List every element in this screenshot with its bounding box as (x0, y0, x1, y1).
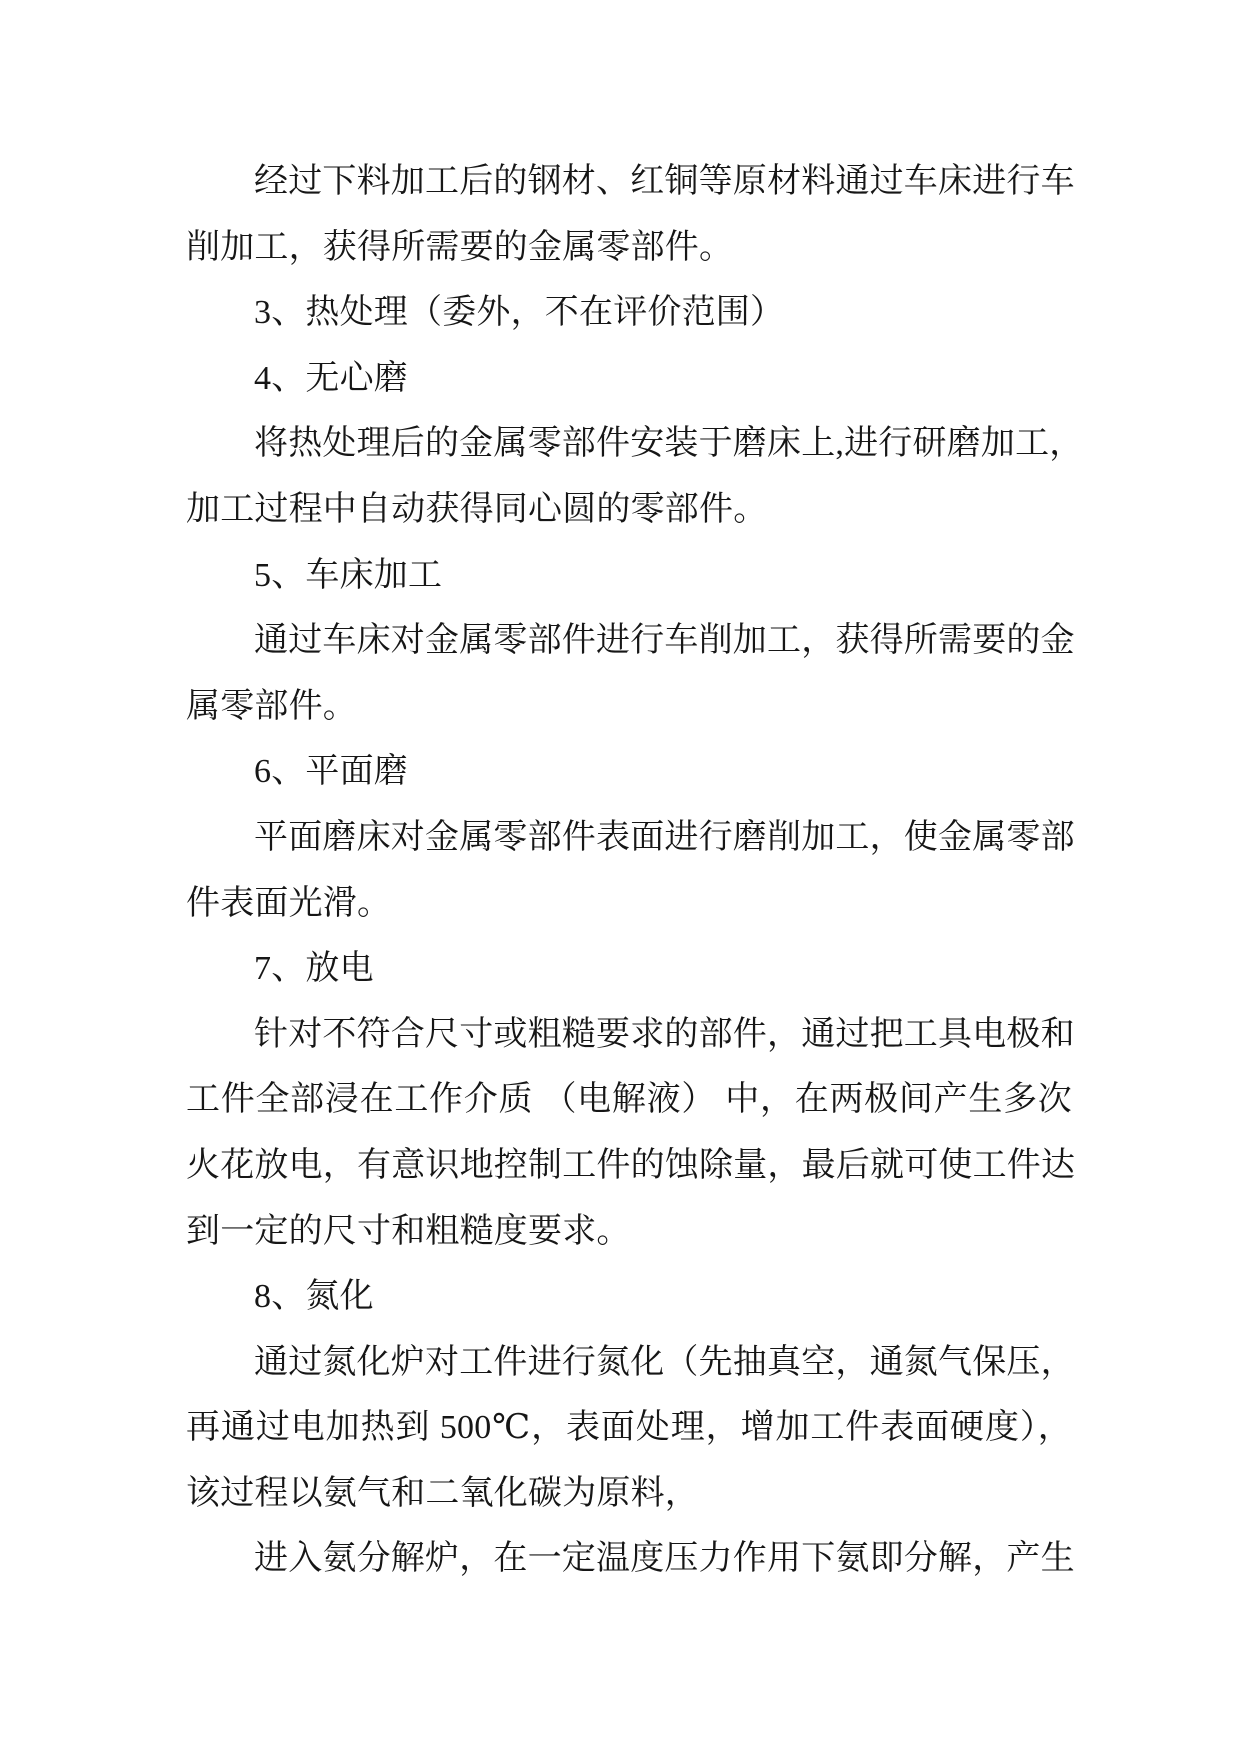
document-line: 通过车床对金属零部件进行车削加工，获得所需要的金 (254, 622, 1075, 660)
document-line: 到一定的尺寸和粗糙度要求。 (186, 1212, 631, 1250)
document-line: 经过下料加工后的钢材、红铜等原材料通过车床进行车 (254, 163, 1075, 200)
document-line: 4、无心磨 (254, 359, 408, 397)
document-line: 8、氮化 (254, 1278, 374, 1316)
document-line: 加工过程中自动获得同心圆的零部件。 (186, 490, 768, 528)
document-body (186, 149, 1084, 1592)
document-line: 针对不符合尺寸或粗糙要求的部件，通过把工具电极和 (254, 1015, 1075, 1053)
document-line: 火花放电，有意识地控制工件的蚀除量，最后就可使工件达 (186, 1146, 1076, 1184)
document-line: 通过氮化炉对工件进行氮化（先抽真空，通氮气保压， (254, 1343, 1075, 1381)
document-line: 削加工，获得所需要的金属零部件。 (186, 228, 734, 266)
document-line: 平面磨床对金属零部件表面进行磨削加工，使金属零部 (254, 818, 1075, 856)
document-line: 3、热处理（委外，不在评价范围） (254, 294, 785, 332)
document-line: 6、平面磨 (254, 753, 408, 791)
document-line: 7、放电 (254, 950, 374, 988)
document-line: 属零部件。 (186, 687, 357, 725)
document-line: 5、车床加工 (254, 556, 443, 594)
document-line: 再通过电加热到 500℃，表面处理，增加工件表面硬度）， (186, 1409, 1072, 1447)
document-line: 件表面光滑。 (186, 884, 392, 922)
document-line: 工件全部浸在工作介质 （电解液） 中，在两极间产生多次 (186, 1081, 1072, 1119)
document-line: 该过程以氨气和二氧化碳为原料， (186, 1474, 699, 1512)
document-line: 将热处理后的金属零部件安装于磨床上,进行研磨加工， (254, 425, 1084, 463)
document-line: 进入氨分解炉，在一定温度压力作用下氨即分解，产生 (254, 1540, 1075, 1578)
